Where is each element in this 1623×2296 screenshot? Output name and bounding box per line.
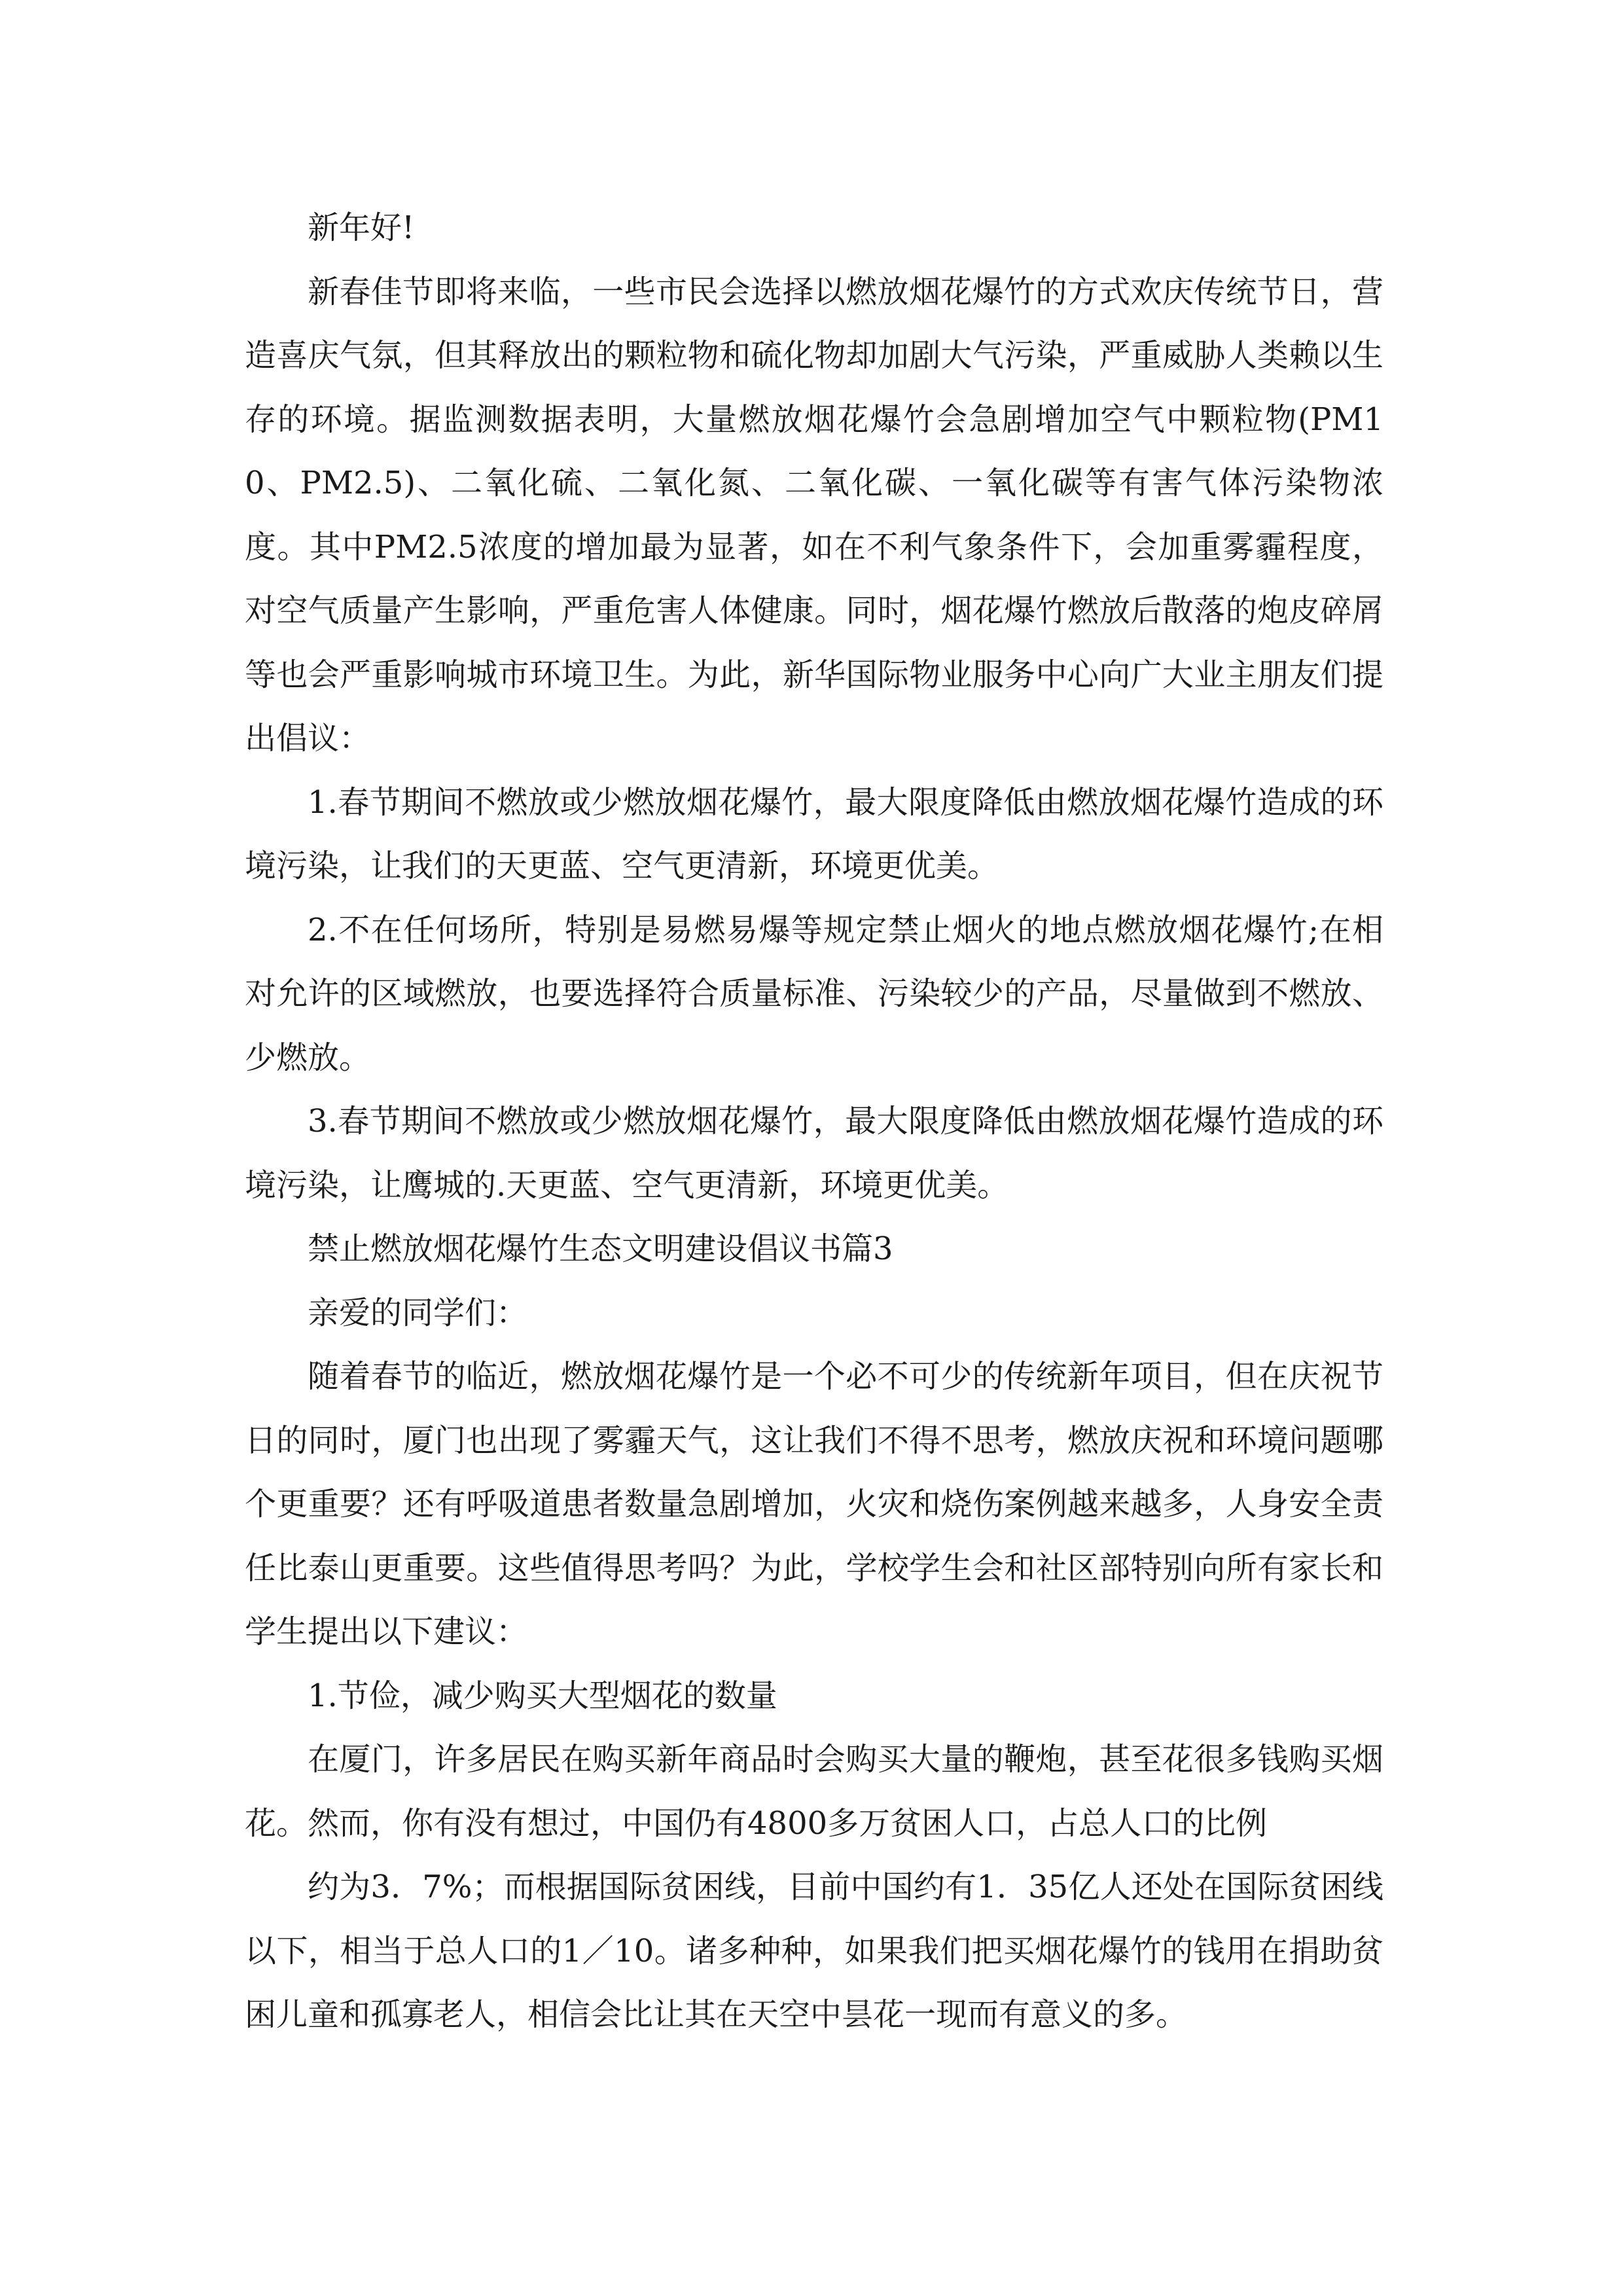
xiamen-paragraph: 在厦门，许多居民在购买新年商品时会购买大量的鞭炮，甚至花很多钱购买烟花。然而，你有没有想过，中国仍有4800多万贫困人口，占总人口的比例	[245, 1741, 1383, 1842]
document-body	[245, 196, 1383, 2047]
salutation-paragraph: 亲爱的同学们：	[308, 1294, 528, 1331]
proposal-item-2: 2.不在任何场所，特别是易燃易爆等规定禁止烟火的地点燃放烟花爆竹;在相对允许的区域燃放，也要选择符合质量标准、污染较少的产品，尽量做到不燃放、少燃放。	[245, 911, 1383, 1076]
section-heading: 禁止燃放烟花爆竹生态文明建设倡议书篇3	[308, 1230, 893, 1267]
proposal-item-1: 1.春节期间不燃放或少燃放烟花爆竹，最大限度降低由燃放烟花爆竹造成的环境污染，让我们的天更蓝、空气更清新，环境更优美。	[245, 783, 1383, 884]
greeting-paragraph: 新年好!	[308, 209, 415, 246]
students-intro-paragraph: 随着春节的临近，燃放烟花爆竹是一个必不可少的传统新年项目，但在庆祝节日的同时，厦门也出现了雾霾天气，这让我们不得不思考，燃放庆祝和环境问题哪个更重要？还有呼吸道患者数量急剧增加，火灾和烧伤案例越来越多，人身安全责任比泰山更重要。这些值得思考吗？为此，学校学生会和社区部特别向所有家长和学生提出以下建议：	[245, 1358, 1383, 1650]
suggestion-item-1: 1.节俭，减少购买大型烟花的数量	[308, 1677, 777, 1714]
poverty-paragraph: 约为3．7%；而根据国际贫困线，目前中国约有1．35亿人还处在国际贫困线以下，相当于总人口的1／10。诸多种种，如果我们把买烟花爆竹的钱用在捐助贫困儿童和孤寡老人，相信会比让其在天空中昙花一现而有意义的多。	[245, 1869, 1383, 2033]
proposal-item-3: 3.春节期间不燃放或少燃放烟花爆竹，最大限度降低由燃放烟花爆竹造成的环境污染，让鹰城的.天更蓝、空气更清新，环境更优美。	[245, 1103, 1383, 1204]
intro-paragraph: 新春佳节即将来临，一些市民会选择以燃放烟花爆竹的方式欢庆传统节日，营造喜庆气氛，但其释放出的颗粒物和硫化物却加剧大气污染，严重威胁人类赖以生存的环境。据监测数据表明，大量燃放烟花爆竹会急剧增加空气中颗粒物(PM10、PM2.5)、二氧化硫、二氧化氮、二氧化碳、一氧化碳等有害气体污染物浓度。其中PM2.5浓度的增加最为显著，如在不利气象条件下，会加重雾霾程度，对空气质量产生影响，严重危害人体健康。同时，烟花爆竹燃放后散落的炮皮碎屑等也会严重影响城市环境卫生。为此，新华国际物业服务中心向广大业主朋友们提出倡议：	[245, 273, 1383, 757]
